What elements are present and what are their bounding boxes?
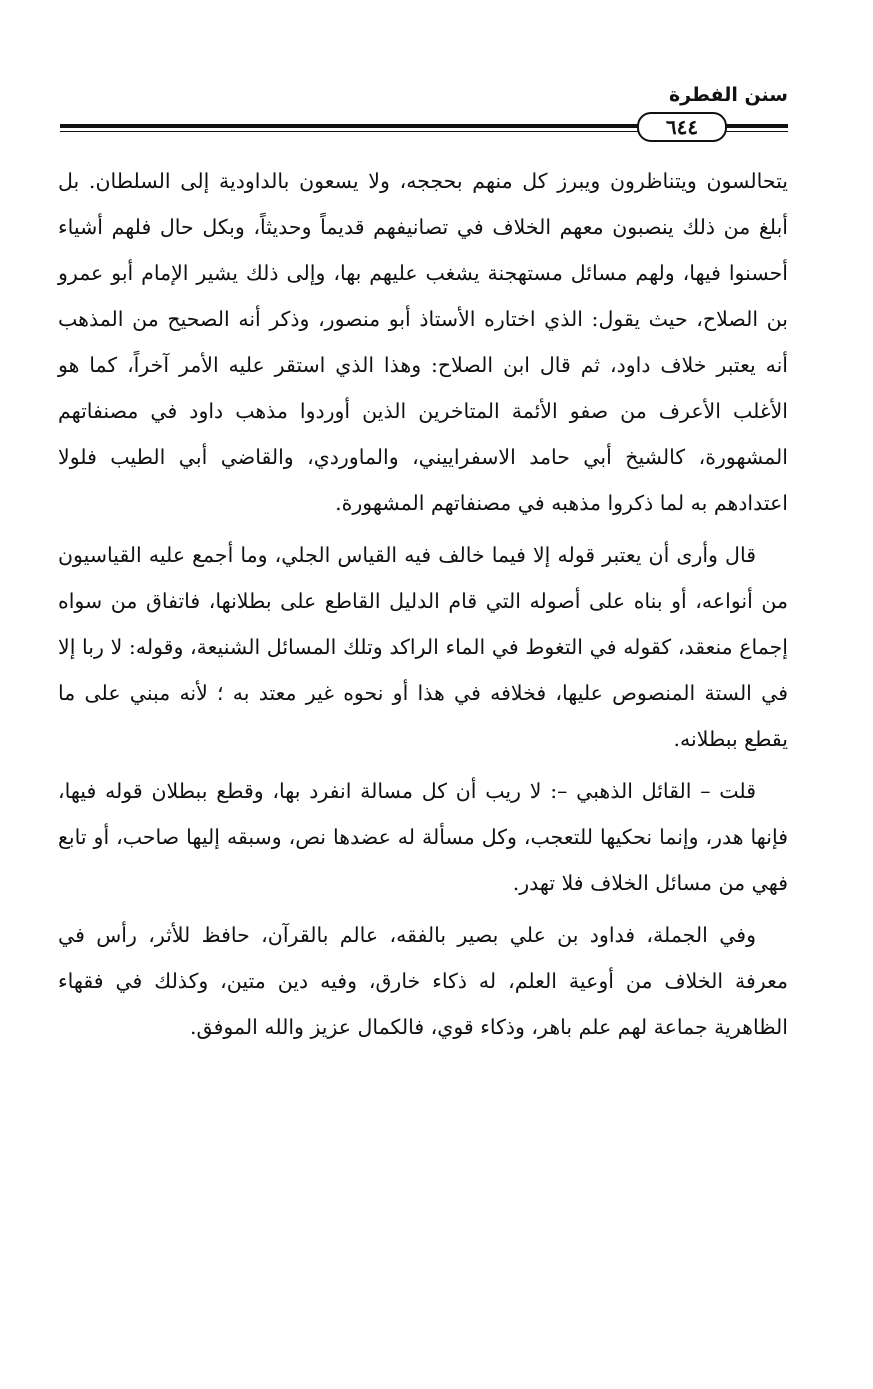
- page-number-badge: ٦٤٤: [637, 112, 727, 142]
- running-head-title: سنن الفطرة: [668, 84, 788, 106]
- page-body: [58, 158, 788, 1056]
- paragraph-3: قلت – القائل الذهبي –: لا ريب أن كل مسالة انفرد بها، وقطع ببطلان قوله فيها، فإنها هدر، وإنما نحكيها للتعجب، وكل مسألة له عضدها نص، وسبقه إليها صاحب، أو تابع فهي من مسائل الخلاف فلا تهدر.: [58, 779, 788, 895]
- paragraph-1: يتحالسون ويتناظرون ويبرز كل منهم بحججه، ولا يسعون بالداودية إلى السلطان. بل أبلغ من ذلك ينصبون معهم الخلاف في تصانيفهم قديماً وحديثاً، وبكل حال فلهم أشياء أحسنوا فيها، ولهم مسائل مستهجنة يشغب عليهم بها، وإلى ذلك يشير الإمام أبو عمرو بن الصلاح، حيث يقول: الذي اختاره الأستاذ أبو منصور، وذكر أنه الصحيح من المذهب أنه يعتبر خلاف داود، ثم قال ابن الصلاح: وهذا الذي استقر عليه الأمر آخراً، كما هو الأغلب الأعرف من صفو الأئمة المتاخرين الذين أوردوا مذهب داود في مصنفاتهم المشهورة، كالشيخ أبي حامد الاسفراييني، والماوردي، والقاضي أبي الطيب فلولا اعتدادهم به لما ذكروا مذهبه في مصنفاتهم المشهورة.: [58, 169, 788, 515]
- paragraph-2: قال وأرى أن يعتبر قوله إلا فيما خالف فيه القياس الجلي، وما أجمع عليه القياسيون من أنواعه، أو بناه على أصوله التي قام الدليل القاطع على بطلانها، فاتفاق من سواه إجماع منعقد، كقوله في التغوط في الماء الراكد وتلك المسائل الشنيعة، وقوله: لا ربا إلا في الستة المنصوص عليها، فخلافه في هذا أو نحوه غير معتد به ؛ لأنه مبني على ما يقطع ببطلانه.: [58, 543, 788, 751]
- page-header: [60, 78, 788, 138]
- paragraph-4: وفي الجملة، فداود بن علي بصير بالفقه، عالم بالقرآن، حافظ للأثر، رأس في معرفة الخلاف من أوعية العلم، له ذكاء خارق، وفيه دين متين، وكذلك في فقهاء الظاهرية جماعة لهم علم باهر، وذكاء قوي، فالكمال عزيز والله الموفق.: [58, 923, 788, 1039]
